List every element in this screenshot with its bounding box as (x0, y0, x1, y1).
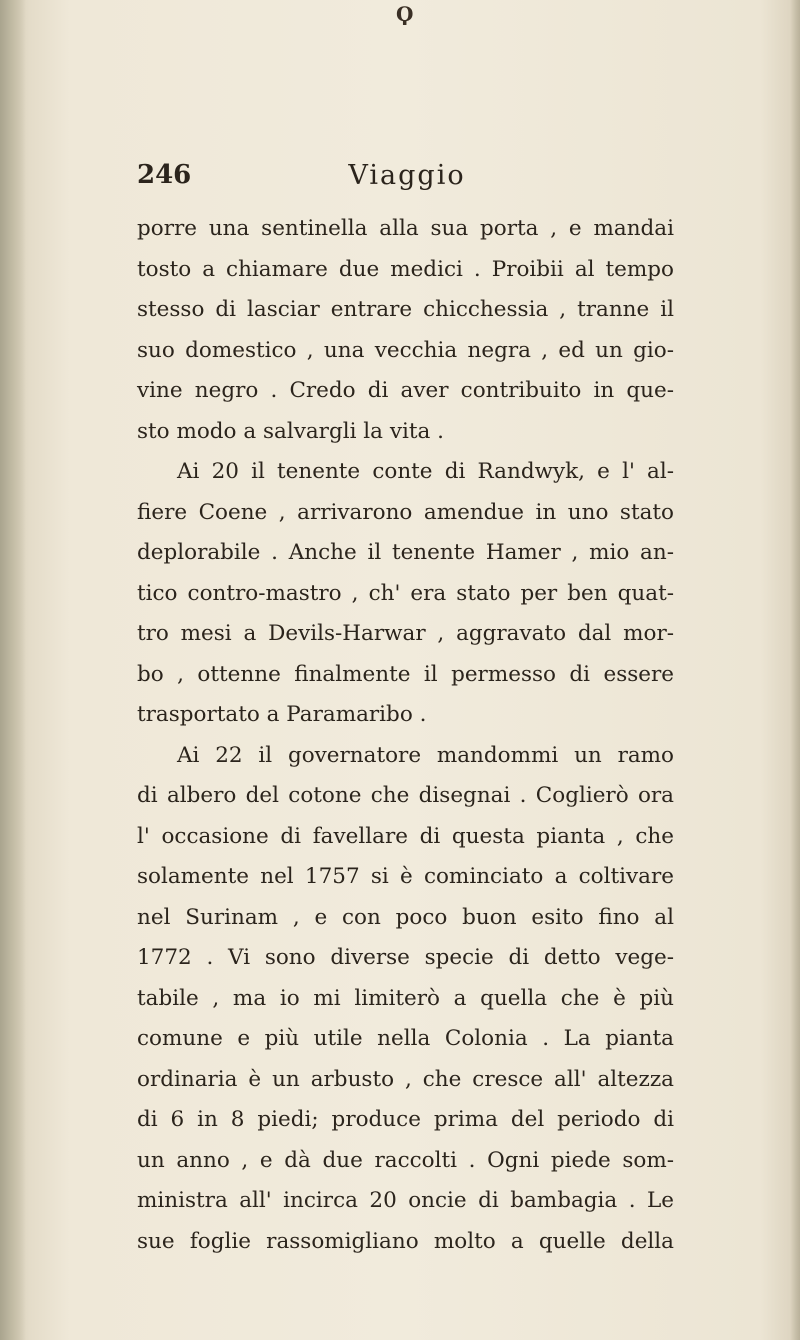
text-line: tabile , ma io mi limiterò a quella che è più (137, 985, 674, 1011)
page-header (137, 160, 677, 200)
text-line: ministra all' incirca 20 oncie di bambagia . Le (137, 1188, 674, 1213)
text-line: suo domestico , una vecchia negra , ed un gio- (137, 337, 674, 363)
text-line: fiere Coene , arrivarono amendue in uno stato (137, 499, 674, 525)
page-gutter (0, 0, 26, 1340)
text-line: sto modo a salvargli la vita . (137, 418, 444, 444)
text-line: tico contro-mastro , ch' era stato per ben quat- (137, 580, 674, 606)
text-line: tro mesi a Devils-Harwar , aggravato dal mor- (137, 621, 674, 646)
text-line: Ai 22 il governatore mandommi un ramo (177, 742, 674, 768)
page-edge (790, 0, 800, 1340)
body-text (137, 209, 674, 1262)
text-line: di 6 in 8 piedi; produce prima del periodo di (137, 1107, 674, 1132)
top-ink-mark: Ϙ (396, 2, 414, 26)
text-line: vine negro . Credo di aver contribuito in que- (137, 378, 674, 403)
text-line: un anno , e dà due raccolti . Ogni piede som- (137, 1147, 674, 1173)
text-line: ordinaria è un arbusto , che cresce all' altezza (137, 1066, 674, 1092)
text-line: nel Surinam , e con poco buon esito fino al (137, 904, 674, 930)
text-line: solamente nel 1757 si è cominciato a coltivare (137, 864, 674, 889)
text-line: sue foglie rassomigliano molto a quelle della (137, 1228, 674, 1254)
text-line: comune e più utile nella Colonia . La pianta (137, 1026, 674, 1051)
text-line: Ai 20 il tenente conte di Randwyk, e l' al- (177, 459, 674, 484)
text-line: l' occasione di favellare di questa pianta , che (137, 823, 674, 849)
text-line: trasportato a Paramaribo . (137, 702, 427, 727)
text-line: porre una sentinella alla sua porta , e mandai (137, 216, 674, 241)
text-line: deplorabile . Anche il tenente Hamer , mio an- (137, 540, 674, 565)
text-line: tosto a chiamare due medici . Proibii al tempo (137, 256, 674, 282)
running-head: Viaggio (348, 160, 466, 191)
text-line: 1772 . Vi sono diverse specie di detto vege- (137, 945, 674, 970)
page-number: 246 (137, 160, 192, 190)
text-line: bo , ottenne finalmente il permesso di essere (137, 661, 674, 687)
text-line: di albero del cotone che disegnai . Coglierò ora (137, 783, 674, 808)
text-line: stesso di lasciar entrare chicchessia , tranne il (137, 297, 674, 322)
